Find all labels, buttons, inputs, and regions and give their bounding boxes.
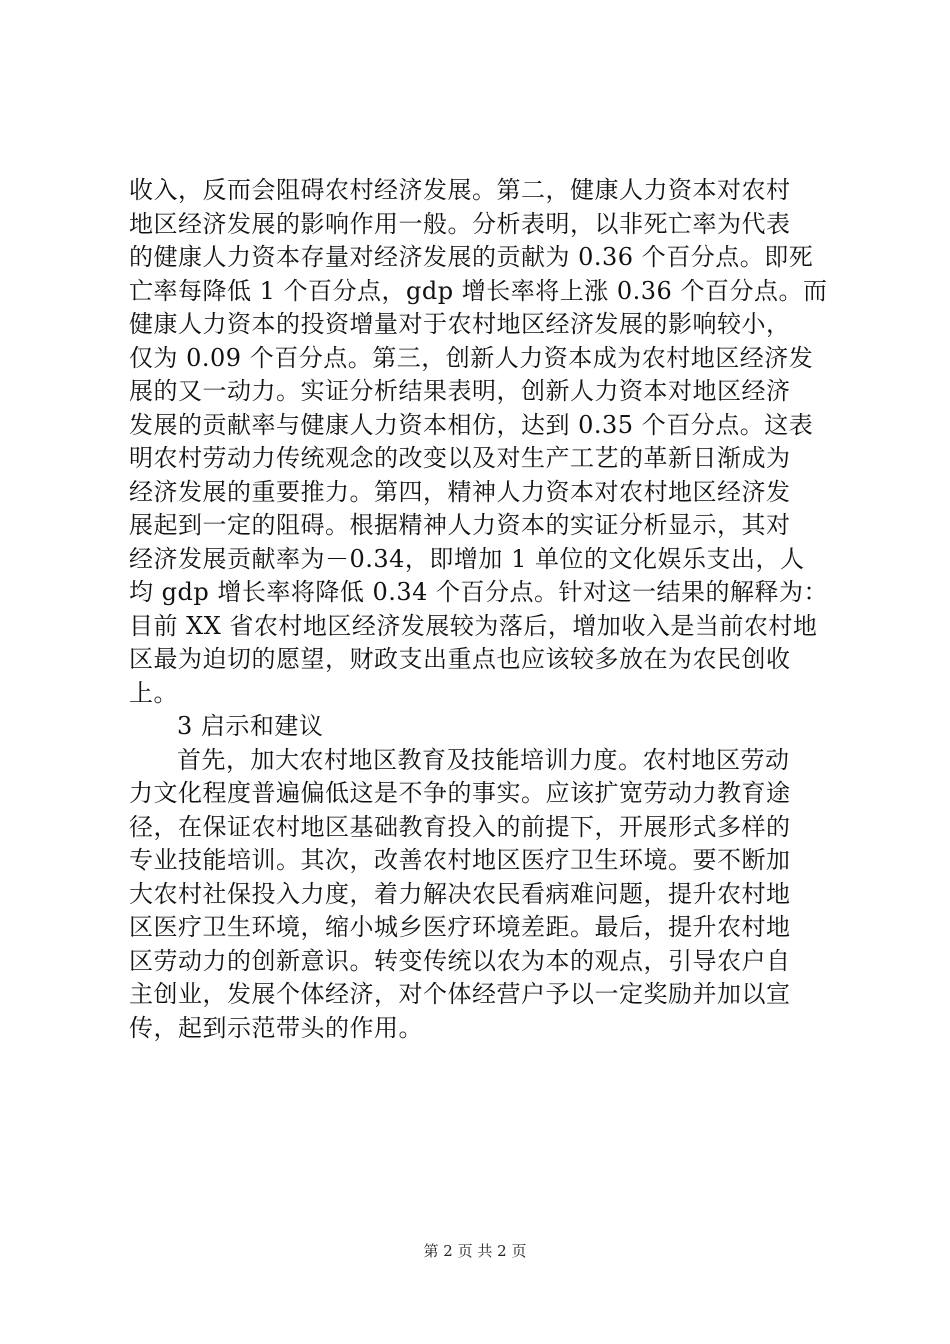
text-line: 收入，反而会阻碍农村经济发展。第二，健康人力资本对农村 xyxy=(129,176,791,204)
text-line: 健康人力资本的投资增量对于农村地区经济发展的影响较小， xyxy=(129,310,791,338)
text-line: 的健康人力资本存量对经济发展的贡献为 0.36 个百分点。即死 xyxy=(129,243,814,271)
text-line: 经济发展的重要推力。第四，精神人力资本对农村地区经济发 xyxy=(129,477,791,506)
text-line: 明农村劳动力传统观念的改变以及对生产工艺的革新日渐成为 xyxy=(129,444,791,472)
text-line: 发展的贡献率与健康人力资本相仿，达到 0.35 个百分点。这表 xyxy=(129,410,814,439)
text-line: 区劳动力的创新意识。转变传统以农为本的观点，引导农户自 xyxy=(129,946,791,975)
text-line: 区医疗卫生环境，缩小城乡医疗环境差距。最后，提升农村地 xyxy=(129,913,791,941)
text-line: 力文化程度普遍偏低这是不争的事实。应该扩宽劳动力教育途 xyxy=(129,779,791,807)
text-line: 区最为迫切的愿望，财政支出重点也应该较多放在为农民创收 xyxy=(129,645,791,673)
text-line: 专业技能培训。其次，改善农村地区医疗卫生环境。要不断加 xyxy=(129,846,791,874)
text-line: 目前 XX 省农村地区经济发展较为落后，增加收入是当前农村地 xyxy=(129,611,818,640)
body-text xyxy=(129,174,835,1045)
text-line: 展的又一动力。实证分析结果表明，创新人力资本对地区经济 xyxy=(129,377,791,405)
text-line: 仅为 0.09 个百分点。第三，创新人力资本成为农村地区经济发 xyxy=(129,343,814,372)
text-line: 地区经济发展的影响作用一般。分析表明，以非死亡率为代表 xyxy=(129,209,791,238)
text-line: 首先，加大农村地区教育及技能培训力度。农村地区劳动 xyxy=(177,745,790,774)
text-line: 展起到一定的阻碍。根据精神人力资本的实证分析显示，其对 xyxy=(129,511,791,539)
text-line: 大农村社保投入力度，着力解决农民看病难问题，提升农村地 xyxy=(129,879,791,908)
text-line: 上。 xyxy=(129,678,178,707)
text-line: 3 启示和建议 xyxy=(177,712,324,740)
text-line: 经济发展贡献率为－0.34，即增加 1 单位的文化娱乐支出，人 xyxy=(129,544,805,573)
text-line: 径，在保证农村地区基础教育投入的前提下，开展形式多样的 xyxy=(129,812,791,841)
page-footer: 第 2 页 共 2 页 xyxy=(423,1242,527,1260)
text-line: 亡率每降低 1 个百分点，gdp 增长率将上涨 0.36 个百分点。而 xyxy=(129,276,828,305)
text-line: 主创业，发展个体经济，对个体经营户予以一定奖励并加以宣 xyxy=(129,980,791,1008)
text-line: 传，起到示范带头的作用。 xyxy=(129,1013,423,1042)
text-line: 均 gdp 增长率将降低 0.34 个百分点。针对这一结果的解释为： xyxy=(129,578,829,606)
